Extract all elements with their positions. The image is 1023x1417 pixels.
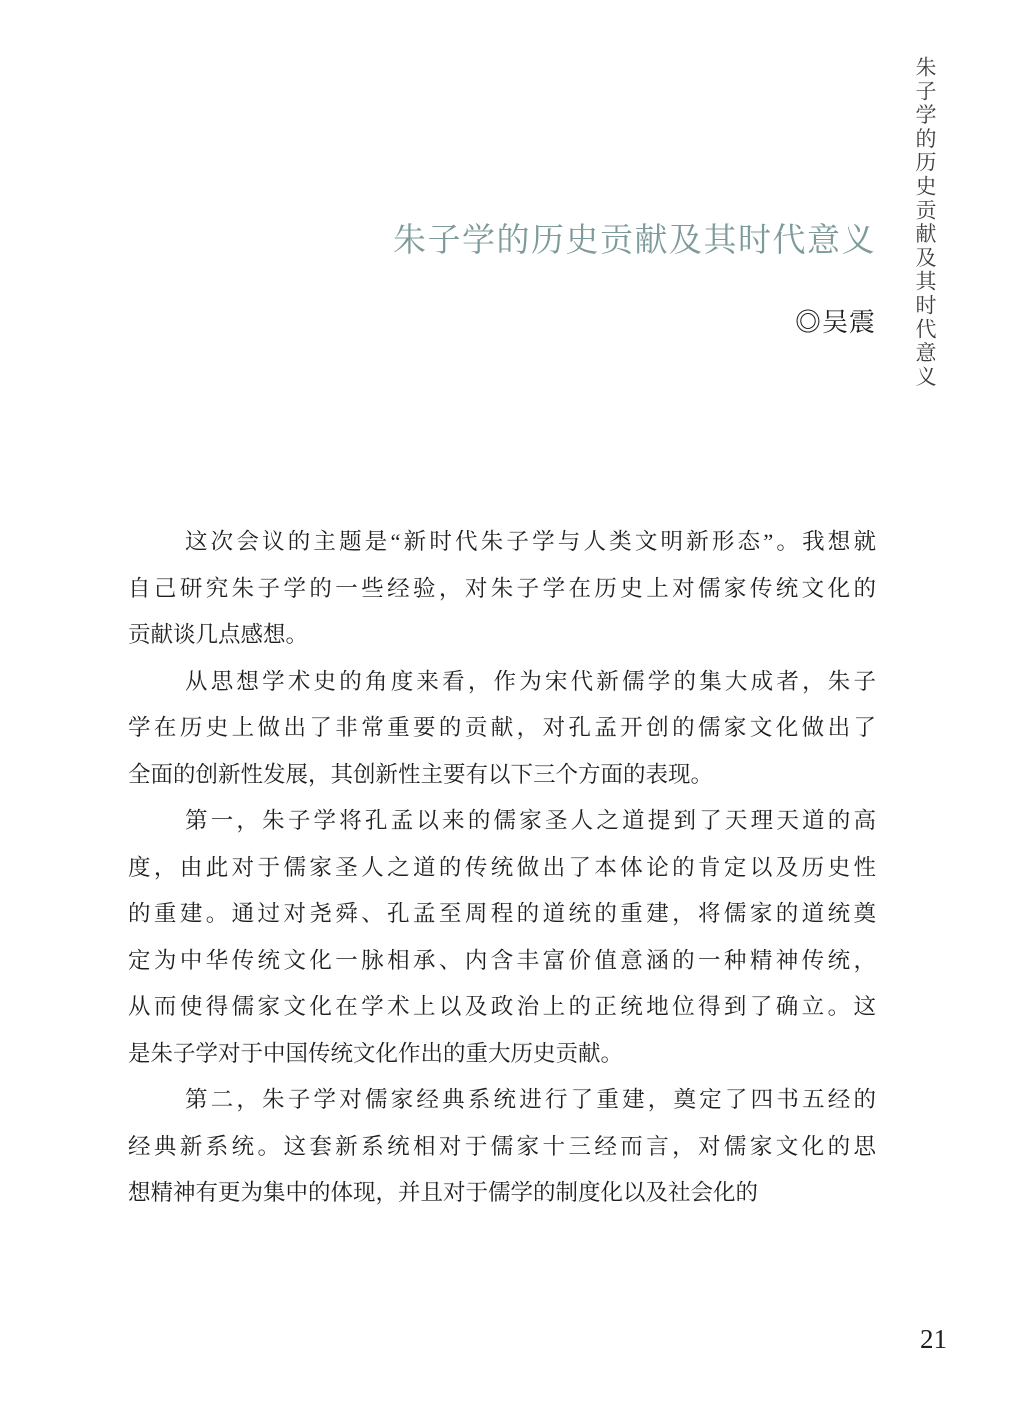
article-body (128, 519, 876, 1217)
body-line: 的重建。通过对尧舜、孔孟至周程的道统的重建，将儒家的道统奠 (128, 901, 876, 926)
body-line: 从而使得儒家文化在学术上以及政治上的正统地位得到了确立。这 (128, 994, 876, 1019)
body-line: 想精神有更为集中的体现，并且对于儒学的制度化以及社会化的 (128, 1180, 759, 1205)
body-line: 这次会议的主题是“新时代朱子学与人类文明新形态”。我想就 (185, 529, 876, 554)
running-header-vertical: 朱子学的历史贡献及其时代意义 (913, 56, 937, 390)
article-title: 朱子学的历史贡献及其时代意义 (393, 223, 876, 259)
body-line: 第一，朱子学将孔孟以来的儒家圣人之道提到了天理天道的高 (185, 808, 876, 833)
body-line: 第二，朱子学对儒家经典系统进行了重建，奠定了四书五经的 (185, 1087, 876, 1112)
body-line: 定为中华传统文化一脉相承、内含丰富价值意涵的一种精神传统， (128, 947, 876, 973)
body-line: 经典新系统。这套新系统相对于儒家十三经而言，对儒家文化的思 (128, 1133, 876, 1159)
body-line: 贡献谈几点感想。 (128, 622, 309, 647)
body-line: 是朱子学对于中国传统文化作出的重大历史贡献。 (128, 1040, 624, 1066)
page-number: 21 (920, 1324, 947, 1354)
body-line: 学在历史上做出了非常重要的贡献，对孔孟开创的儒家文化做出了 (128, 715, 876, 740)
body-line: 度，由此对于儒家圣人之道的传统做出了本体论的肯定以及历史性 (128, 854, 876, 880)
body-line: 全面的创新性发展，其创新性主要有以下三个方面的表现。 (128, 761, 714, 787)
author-byline: ◎吴震 (794, 308, 876, 337)
body-line: 从思想学术史的角度来看，作为宋代新儒学的集大成者，朱子 (185, 668, 876, 694)
body-line: 自己研究朱子学的一些经验，对朱子学在历史上对儒家传统文化的 (128, 575, 876, 601)
